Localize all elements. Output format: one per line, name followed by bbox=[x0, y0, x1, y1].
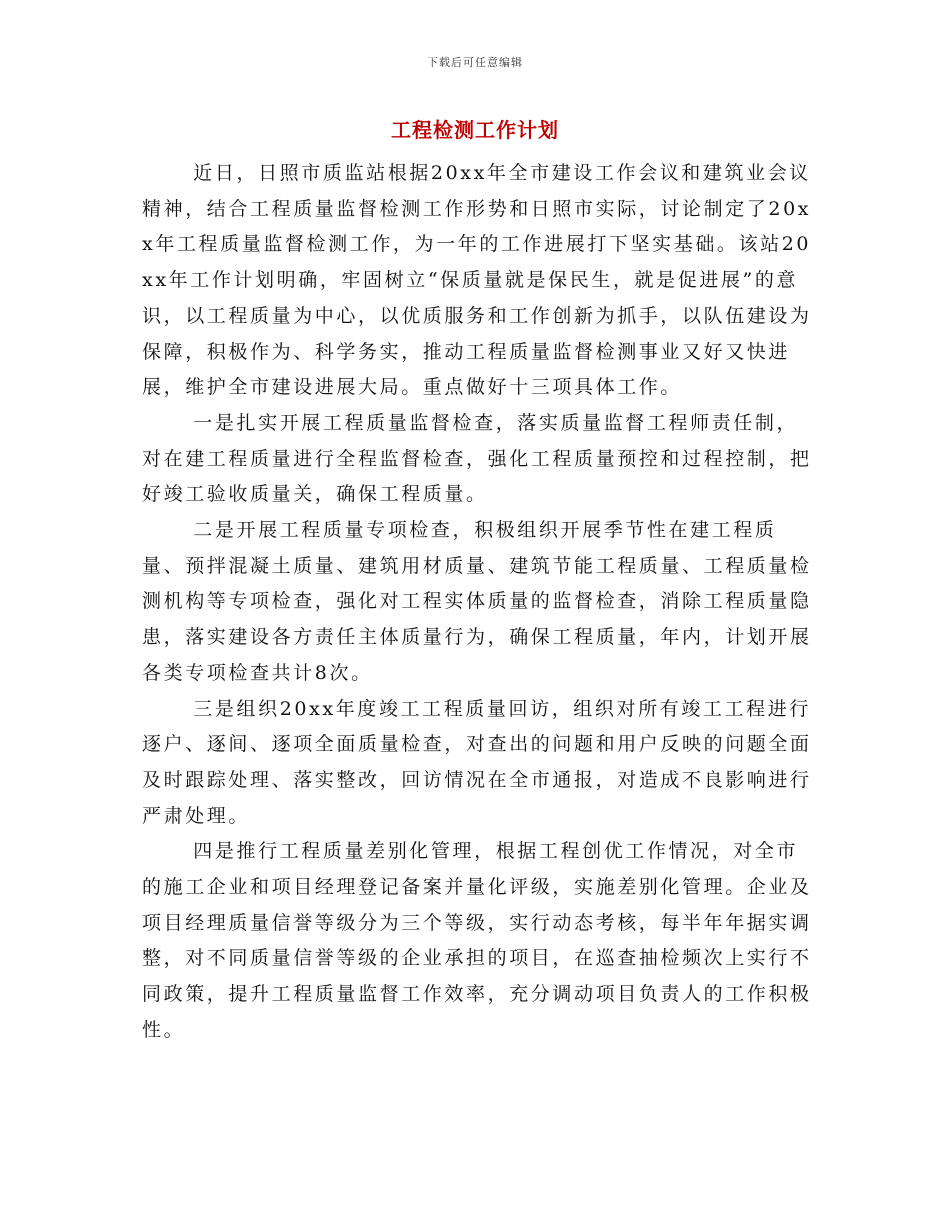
header-note: 下载后可任意编辑 bbox=[427, 56, 523, 69]
paragraph-item-1: 一是扎实开展工程质量监督检查，落实质量监督工程师责任制，对在建工程质量进行全程监督检查，强化工程质量预控和过程控制，把好竣工验收质量关，确保工程质量。 bbox=[142, 411, 812, 506]
paragraph-item-2: 二是开展工程质量专项检查，积极组织开展季节性在建工程质量、预拌混凝土质量、建筑用材质量、建筑节能工程质量、工程质量检测机构等专项检查，强化对工程实体质量的监督检查，消除工程质量隐患，落实建设各方责任主体质量行为，确保工程质量，年内，计划开展各类专项检查共计8次。 bbox=[142, 519, 812, 684]
paragraph-item-4: 四是推行工程质量差别化管理，根据工程创优工作情况，对全市的施工企业和项目经理登记备案并量化评级，实施差别化管理。企业及项目经理质量信誉等级分为三个等级，实行动态考核，每半年年据实调整，对不同质量信誉等级的企业承担的项目，在巡查抽检频次上实行不同政策，提升工程质量监督工作效率，充分调动项目负责人的工作积极性。 bbox=[142, 840, 812, 1041]
document-title: 工程检测工作计划 bbox=[391, 118, 559, 142]
paragraph-intro: 近日，日照市质监站根据20xx年全市建设工作会议和建筑业会议精神，结合工程质量监督检测工作形势和日照市实际，讨论制定了20xx年工程质量监督检测工作，为一年的工作进展打下坚实基础。该站20xx年工作计划明确，牢固树立“保质量就是保民生，就是促进展”的意识，以工程质量为中心，以优质服务和工作创新为抓手，以队伍建设为保障，积极作为、科学务实，推动工程质量监督检测事业又好又快进展，维护全市建设进展大局。重点做好十三项具体工作。 bbox=[142, 162, 812, 399]
paragraph-item-3: 三是组织20xx年度竣工工程质量回访，组织对所有竣工工程进行逐户、逐间、逐项全面质量检查，对查出的问题和用户反映的问题全面及时跟踪处理、落实整改，回访情况在全市通报，对造成不良影响进行严肃处理。 bbox=[142, 697, 812, 827]
document-body bbox=[142, 156, 812, 1049]
